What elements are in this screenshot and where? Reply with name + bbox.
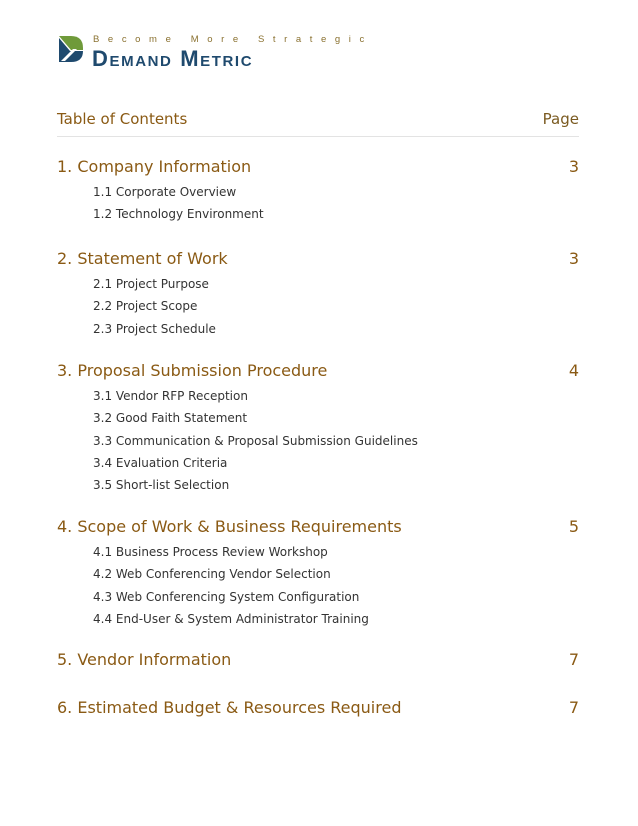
subsection-item[interactable]: 2.2 Project Scope [93,299,198,314]
section-title[interactable]: 6. Estimated Budget & Resources Required [57,698,402,717]
subsection-item[interactable]: 3.2 Good Faith Statement [93,411,248,426]
subsection-item[interactable]: 4.4 End-User & System Administrator Training [93,611,369,626]
logo [57,32,373,72]
subsection-item[interactable]: 4.2 Web Conferencing Vendor Selection [93,567,331,582]
demand-metric-logo-icon [57,34,87,64]
brand-name: Demand Metric [92,46,254,71]
section-heading[interactable] [57,650,579,672]
toc-section-4 [57,517,579,630]
toc-page-label: Page [542,110,579,128]
subsection-list [57,385,579,496]
toc-section-5 [57,650,579,672]
subsection-list [57,181,579,226]
section-heading[interactable] [57,517,579,539]
section-page-number: 7 [568,650,579,669]
subsection-item[interactable]: 3.1 Vendor RFP Reception [93,389,248,403]
section-title[interactable]: 5. Vendor Information [57,650,232,669]
subsection-item[interactable]: 2.3 Project Schedule [93,321,216,336]
subsection-item[interactable]: 1.2 Technology Environment [93,207,264,222]
section-page-number: 7 [568,698,579,717]
toc-title: Table of Contents [57,110,188,128]
section-page-number: 3 [568,157,579,176]
section-title[interactable]: 1. Company Information [57,157,252,176]
section-heading[interactable] [57,698,579,720]
section-page-number: 5 [568,517,579,536]
section-page-number: 3 [568,249,579,268]
toc-header [57,110,579,137]
subsection-list [57,541,579,630]
toc-section-1 [57,157,579,226]
toc-section-2 [57,249,579,340]
subsection-item[interactable]: 4.3 Web Conferencing System Configuration [93,589,360,604]
subsection-item[interactable]: 3.3 Communication & Proposal Submission Guidelines [93,433,418,448]
section-title[interactable]: 2. Statement of Work [57,249,228,268]
section-heading[interactable] [57,361,579,383]
tagline: Become More Strategic [93,34,373,45]
subsection-item[interactable]: 4.1 Business Process Review Workshop [93,545,328,559]
toc-section-6 [57,698,579,720]
section-title[interactable]: 4. Scope of Work & Business Requirements [57,517,402,536]
section-heading[interactable] [57,157,579,179]
subsection-item[interactable]: 3.4 Evaluation Criteria [93,455,228,470]
section-heading[interactable] [57,249,579,271]
subsection-list [57,273,579,340]
subsection-item[interactable]: 3.5 Short-list Selection [93,478,230,493]
subsection-item[interactable]: 1.1 Corporate Overview [93,185,237,199]
section-title[interactable]: 3. Proposal Submission Procedure [57,361,328,380]
section-page-number: 4 [568,361,579,380]
toc-section-3 [57,361,579,496]
subsection-item[interactable]: 2.1 Project Purpose [93,277,209,291]
